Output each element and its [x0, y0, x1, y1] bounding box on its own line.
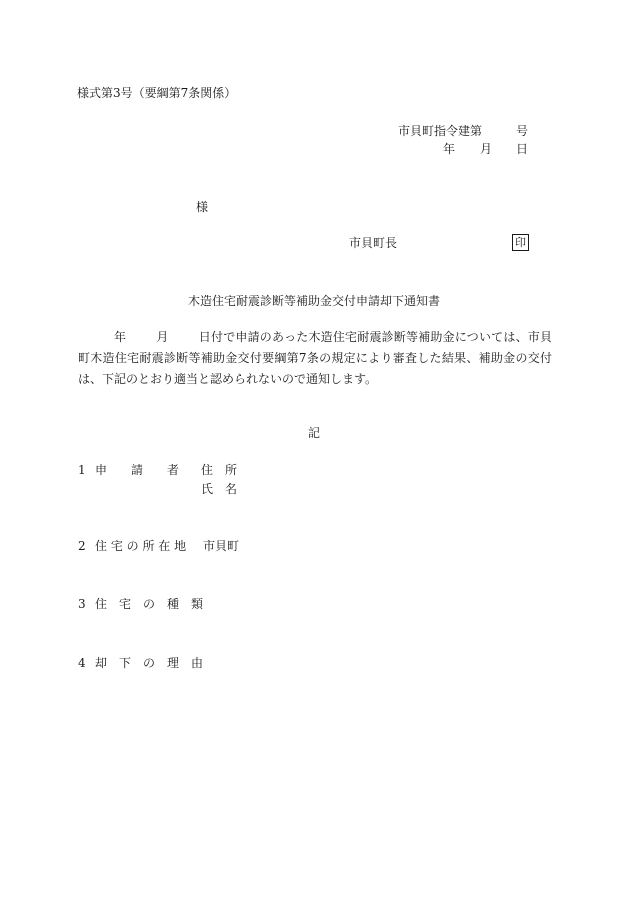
- sender-title: 市貝町長: [349, 236, 398, 250]
- item-2-value: 市貝町: [203, 539, 240, 553]
- item-3-label: 住 宅 の 種 類: [95, 597, 204, 611]
- body-year-label: 年: [114, 330, 127, 344]
- body-month-label: 月: [156, 330, 169, 344]
- item-4-number: 4: [78, 656, 86, 670]
- item-1-label: 申 請 者: [95, 463, 180, 477]
- ki-heading: 記: [308, 426, 321, 440]
- item-1-number: 1: [78, 463, 86, 477]
- item-2-label: 住 宅 の 所 在 地: [95, 539, 187, 553]
- date-year-label: 年: [443, 142, 456, 156]
- body-paragraph: [78, 327, 552, 390]
- document-title: 木造住宅耐震診断等補助金交付申請却下通知書: [188, 294, 441, 308]
- item-1-address-label: 住 所: [201, 463, 238, 477]
- form-header: 様式第3号（要綱第7条関係）: [77, 86, 237, 100]
- seal-stamp: 印: [512, 234, 529, 251]
- item-2-number: 2: [78, 539, 86, 553]
- item-3-number: 3: [78, 597, 86, 611]
- body-text: 日付で申請のあった木造住宅耐震診断等補助金については、市貝町木造住宅耐震診断等補助金交付要綱第7条の規定により審査した結果、補助金の交付は、下記のとおり適当と認められないので通知します。: [78, 330, 552, 386]
- doc-number-issuer: 市貝町指令建第: [398, 124, 483, 138]
- item-1-name-label: 氏 名: [201, 482, 238, 496]
- date-month-label: 月: [480, 142, 493, 156]
- date-day-label: 日: [516, 142, 529, 156]
- doc-number-suffix: 号: [516, 124, 529, 138]
- item-4-label: 却 下 の 理 由: [95, 656, 204, 670]
- addressee-suffix: 様: [196, 200, 209, 214]
